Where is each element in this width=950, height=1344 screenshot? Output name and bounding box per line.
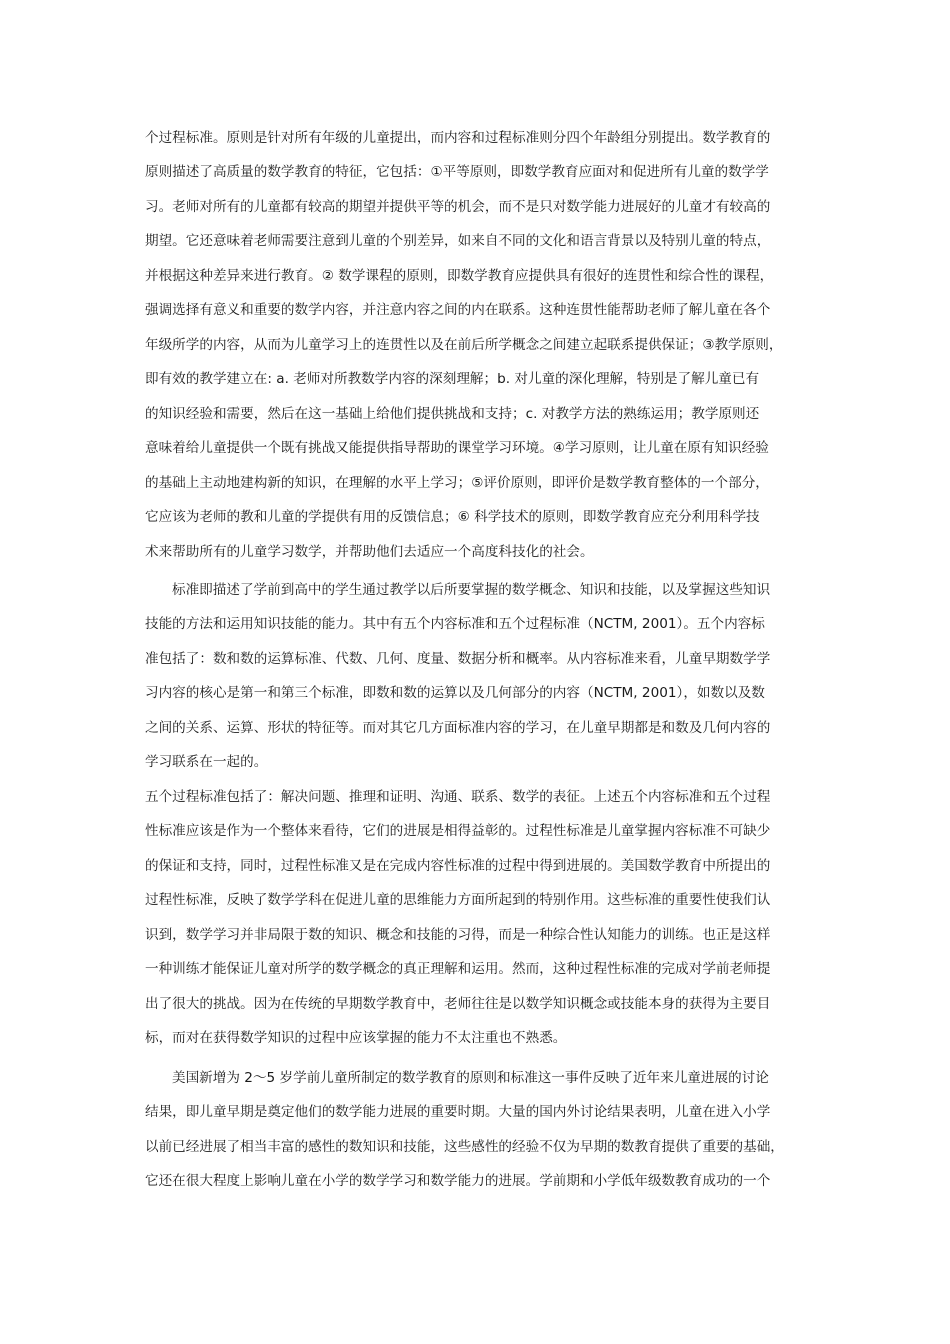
text-line: 以前已经进展了相当丰富的感性的数知识和技能，这些感性的经验不仅为早期的数教育提供了重要的基础， [145, 1139, 784, 1155]
text-line: 标，而对在获得数学知识的过程中应该掌握的能力不太注重也不熟悉。 [145, 1030, 567, 1046]
text-line: 并根据这种差异来进行教育。② 数学课程的原则，即数学教育应提供具有很好的连贯性和综合性的课程， [145, 268, 774, 284]
text-line: 的知识经验和需要，然后在这一基础上给他们提供挑战和支持；c. 对教学方法的熟练运用；教学原则还 [145, 406, 760, 422]
text-line: 美国新增为 2～5 岁学前儿童所制定的数学教育的原则和标准这一事件反映了近年来儿童进展的讨论 [172, 1070, 769, 1086]
text-line: 技能的方法和运用知识技能的能力。其中有五个内容标准和五个过程标准（NCTM, 2001）。五个内容标 [145, 616, 765, 632]
text-line: 准包括了：数和数的运算标准、代数、几何、度量、数据分析和概率。从内容标准来看，儿童早期数学学 [145, 651, 771, 667]
text-line: 它还在很大程度上影响儿童在小学的数学学习和数学能力的进展。学前期和小学低年级数教育成功的一个 [145, 1173, 771, 1189]
text-line: 强调选择有意义和重要的数学内容，并注意内容之间的内在联系。这种连贯性能帮助老师了解儿童在各个 [145, 302, 771, 318]
text-line: 出了很大的挑战。因为在传统的早期数学教育中，老师往往是以数学知识概念或技能本身的获得为主要目 [145, 996, 771, 1012]
text-line: 五个过程标准包括了：解决问题、推理和证明、沟通、联系、数学的表征。上述五个内容标准和五个过程 [145, 789, 771, 805]
text-line: 个过程标准。原则是针对所有年级的儿童提出，而内容和过程标准则分四个年龄组分别提出。数学教育的 [145, 130, 771, 146]
text-line: 一种训练才能保证儿童对所学的数学概念的真正理解和运用。然而，这种过程性标准的完成对学前老师提 [145, 961, 771, 977]
text-line: 即有效的教学建立在: a. 老师对所教数学内容的深刻理解；b. 对儿童的深化理解，特别是了解儿童已有 [145, 371, 760, 387]
text-line: 习。老师对所有的儿童都有较高的期望并提供平等的机会，而不是只对数学能力进展好的儿童才有较高的 [145, 199, 771, 215]
text-line: 过程性标准，反映了数学学科在促进儿童的思维能力方面所起到的特别作用。这些标准的重要性使我们认 [145, 892, 771, 908]
text-line: 性标准应该是作为一个整体来看待，它们的进展是相得益彰的。过程性标准是儿童掌握内容标准不可缺少 [145, 823, 771, 839]
text-line: 年级所学的内容，从而为儿童学习上的连贯性以及在前后所学概念之间建立起联系提供保证；③教学原则， [145, 337, 783, 353]
text-line: 识到，数学学习并非局限于数的知识、概念和技能的习得，而是一种综合性认知能力的训练。也正是这样 [145, 927, 771, 943]
text-line: 它应该为老师的教和儿童的学提供有用的反馈信息；⑥ 科学技术的原则，即数学教育应充分利用科学技 [145, 509, 760, 525]
text-line: 习内容的核心是第一和第三个标准，即数和数的运算以及几何部分的内容（NCTM, 2001），如数以及数 [145, 685, 765, 701]
text-line: 的保证和支持，同时，过程性标准又是在完成内容性标准的过程中得到进展的。美国数学教育中所提出的 [145, 858, 771, 874]
text-line: 原则描述了高质量的数学教育的特征，它包括：①平等原则，即数学教育应面对和促进所有儿童的数学学 [145, 164, 769, 180]
text-line: 期望。它还意味着老师需要注意到儿童的个别差异，如来自不同的文化和语言背景以及特别儿童的特点， [145, 233, 771, 249]
text-line: 之间的关系、运算、形状的特征等。而对其它几方面标准内容的学习，在儿童早期都是和数及几何内容的 [145, 720, 771, 736]
text-line: 术来帮助所有的儿童学习数学，并帮助他们去适应一个高度科技化的社会。 [145, 544, 594, 560]
text-line: 意味着给儿童提供一个既有挑战又能提供指导帮助的课堂学习环境。④学习原则，让儿童在原有知识经验 [145, 440, 769, 456]
text-line: 学习联系在一起的。 [145, 754, 268, 770]
text-line: 标准即描述了学前到高中的学生通过教学以后所要掌握的数学概念、知识和技能，以及掌握这些知识 [172, 582, 771, 598]
text-line: 结果，即儿童早期是奠定他们的数学能力进展的重要时期。大量的国内外讨论结果表明，儿童在进入小学 [145, 1104, 771, 1120]
text-line: 的基础上主动地建构新的知识，在理解的水平上学习；⑤评价原则，即评价是数学教育整体的一个部分， [145, 475, 769, 491]
